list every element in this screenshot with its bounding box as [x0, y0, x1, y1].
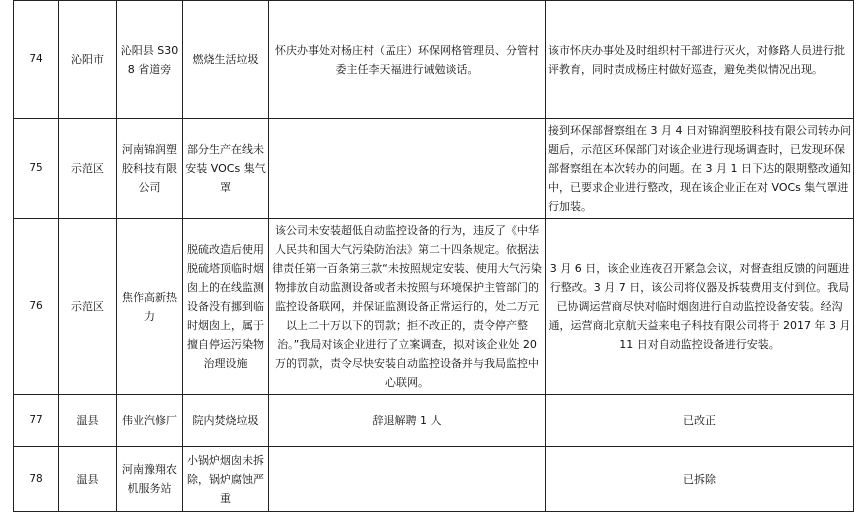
company-cell: 河南豫翔农机服务站 — [117, 447, 183, 512]
table-row — [14, 119, 854, 219]
row-number: 77 — [14, 395, 59, 447]
handling-cell — [269, 119, 546, 219]
row-number: 75 — [14, 119, 59, 219]
rectification-cell: 接到环保部督察组在 3 月 4 日对锦润塑胶科技有限公司转办问题后，示范区环保部门对该企业进行现场调查时，已发现环保部督察组在本次转办的问题。在 3 月 1 日下达的限期整改通知中，已要求企业进行整改，现在该企业正在对 VOCs 集气罩进行加装。 — [546, 119, 854, 219]
rectification-cell: 3 月 6 日，该企业连夜召开紧急会议，对督查组反馈的问题进行整改。3 月 7 日，该公司将仪器及拆装费用支付到位。我局已协调运营商尽快对临时烟囱进行自动监控设备安装。经沟通，运营商北京航天益来电子科技有限公司将于 2017 年 3 月 11 日对自动监控设备进行安装。 — [546, 219, 854, 395]
company-cell: 沁阳县 S308 省道旁 — [117, 1, 183, 119]
table-row — [14, 447, 854, 512]
rectification-cell: 已改正 — [546, 395, 854, 447]
company-cell: 伟业汽修厂 — [117, 395, 183, 447]
handling-cell: 怀庆办事处对杨庄村（孟庄）环保网格管理员、分管村委主任李天福进行诫勉谈话。 — [269, 1, 546, 119]
rectification-cell: 该市怀庆办事处及时组织村干部进行灭火，对修路人员进行批评教育，同时责成杨庄村做好巡查，避免类似情况出现。 — [546, 1, 854, 119]
table-row — [14, 395, 854, 447]
table-row — [14, 219, 854, 395]
issue-cell: 脱硫改造后使用脱硫塔顶临时烟囱上的在线监测设备没有挪到临时烟囱上，属于擅自停运污染物治理设施 — [183, 219, 269, 395]
city-cell: 温县 — [59, 447, 117, 512]
handling-cell — [269, 447, 546, 512]
inspection-table — [13, 0, 854, 512]
city-cell: 示范区 — [59, 119, 117, 219]
company-cell: 河南锦润塑胶科技有限公司 — [117, 119, 183, 219]
handling-cell: 该公司未安装超低自动监控设备的行为，违反了《中华人民共和国大气污染防治法》第二十四条规定。依据法律责任第一百条第三款“未按照规定安装、使用大气污染物排放自动监测设备或者未按照与环境保护主管部门的监控设备联网，并保证监测设备正常运行的，处二万元以上二十万以下的罚款；拒不改正的，责令停产整治。”我局对该企业进行了立案调查，拟对该企业处 20 万的罚款，责令尽快安装自动监控设备并与我局监控中心联网。 — [269, 219, 546, 395]
rectification-cell: 已拆除 — [546, 447, 854, 512]
city-cell: 温县 — [59, 395, 117, 447]
row-number: 76 — [14, 219, 59, 395]
issue-cell: 院内焚烧垃圾 — [183, 395, 269, 447]
table-row — [14, 1, 854, 119]
handling-cell: 辞退解聘 1 人 — [269, 395, 546, 447]
city-cell: 沁阳市 — [59, 1, 117, 119]
company-cell: 焦作高新热力 — [117, 219, 183, 395]
row-number: 78 — [14, 447, 59, 512]
issue-cell: 燃烧生活垃圾 — [183, 1, 269, 119]
issue-cell: 部分生产在线未安装 VOCs 集气罩 — [183, 119, 269, 219]
city-cell: 示范区 — [59, 219, 117, 395]
issue-cell: 小锅炉烟囱未拆除，锅炉腐蚀严重 — [183, 447, 269, 512]
row-number: 74 — [14, 1, 59, 119]
